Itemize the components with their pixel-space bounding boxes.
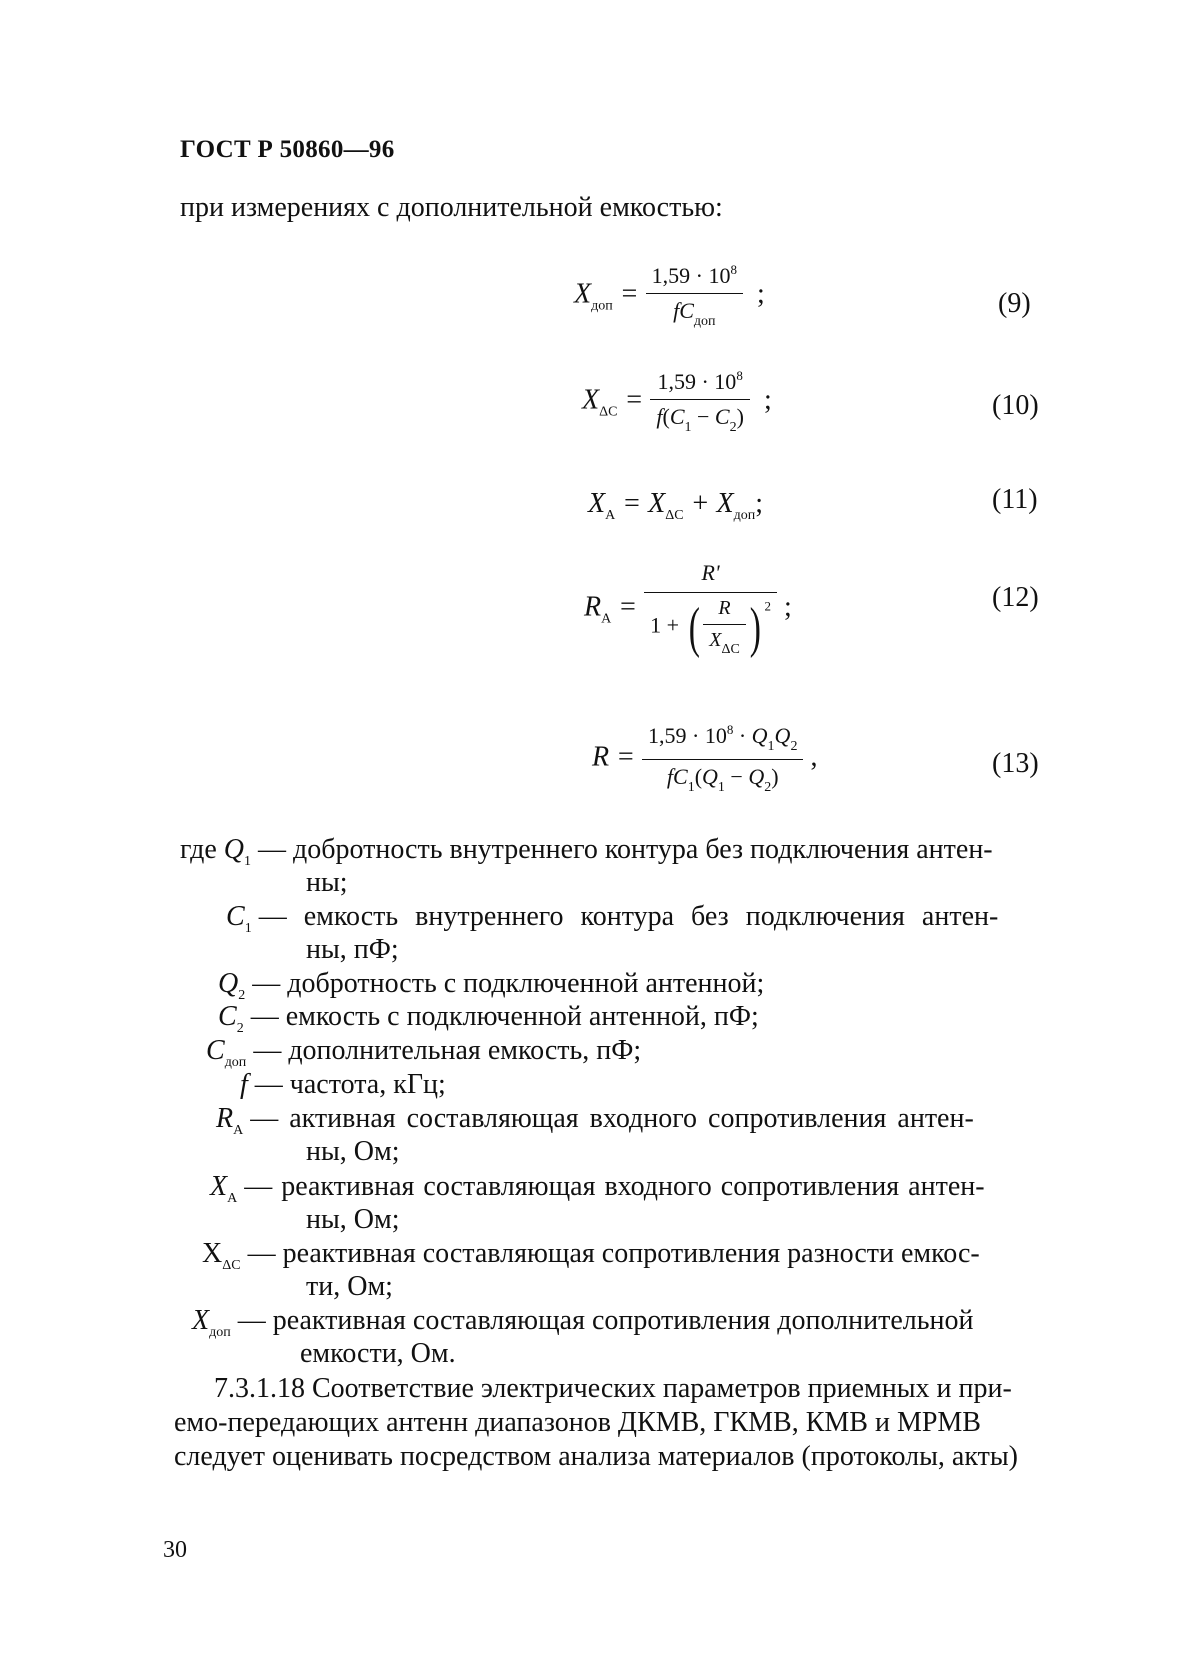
page-number: 30 [163,1537,187,1563]
definition-c2: $C_2$ — емкость с подключенной антенной, пФ; [218,1001,759,1036]
definition-xdc: $X_{\Delta C}$ — реактивная составляющая сопротивления разности емкос- [202,1238,980,1273]
equation-12-number: (12) [992,582,1039,613]
definition-q1: где $Q_1$ — добротность внутреннего контура без подключения антен- [180,834,993,869]
definition-f: f — частота, кГц; [240,1069,446,1100]
intro-text: при измерениях с дополнительной емкостью: [180,192,723,223]
equation-13: R = $\frac{1,59 \cdot 10^8 \cdot Q_1Q_2}{fC_1(Q_1 - Q_2)}$ , [592,722,818,795]
definition-xdc-cont: ти, Ом; [306,1271,393,1302]
definition-ra-cont: ны, Ом; [306,1136,400,1167]
definition-xa: $X_А$ — реактивная составляющая входного сопротивления антен- [210,1171,985,1206]
definition-c1-cont: ны, пФ; [306,934,399,965]
definition-xdop: $X_{доп}$ — реактивная составляющая сопротивления дополнительной [192,1305,974,1340]
equation-13-number: (13) [992,748,1039,779]
paragraph-line-3: следует оценивать посредством анализа материалов (протоколы, акты) [174,1441,1018,1472]
equation-12: $R_А$ = R' 1 + ( $\frac{R}{X_{\Delta C}}$ ) $^2$ ; [584,560,792,659]
equation-9-number: (9) [998,288,1031,319]
definition-q2: $Q_2$ — добротность с подключенной антенной; [218,968,765,1003]
definition-cdop: $C_{доп}$ — дополнительная емкость, пФ; [206,1035,642,1070]
document-header: ГОСТ Р 50860—96 [180,136,395,163]
paragraph-line-2: емо-передающих антенн диапазонов ДКМВ, ГКМВ, КМВ и МРМВ [174,1407,981,1438]
definition-xdop-cont: емкости, Ом. [300,1338,456,1369]
definitions-lead: где [180,834,217,865]
equation-11-number: (11) [992,484,1038,515]
definition-q1-cont: ны; [306,867,348,898]
definition-c1: $C_1$ — емкость внутреннего контура без подключения антен- [226,901,999,936]
equation-10-number: (10) [992,390,1039,421]
equation-11: $X_А = X_{\Delta C} + X_{доп}$; [588,488,763,523]
equation-10: $X_{\Delta C}$ = $\frac{1,59 \cdot 10^8}{f(C_1 - C_2)}$ ; [582,368,772,435]
definition-xa-cont: ны, Ом; [306,1204,400,1235]
equation-9: $X_{доп}$ = $\frac{1,59 \cdot 10^8}{fC_{доп}}$ ; [574,262,765,329]
definition-ra: $R_А$ — активная составляющая входного сопротивления антен- [216,1103,974,1138]
paragraph-line-1: 7.3.1.18 Соответствие электрических параметров приемных и при- [214,1373,1012,1404]
